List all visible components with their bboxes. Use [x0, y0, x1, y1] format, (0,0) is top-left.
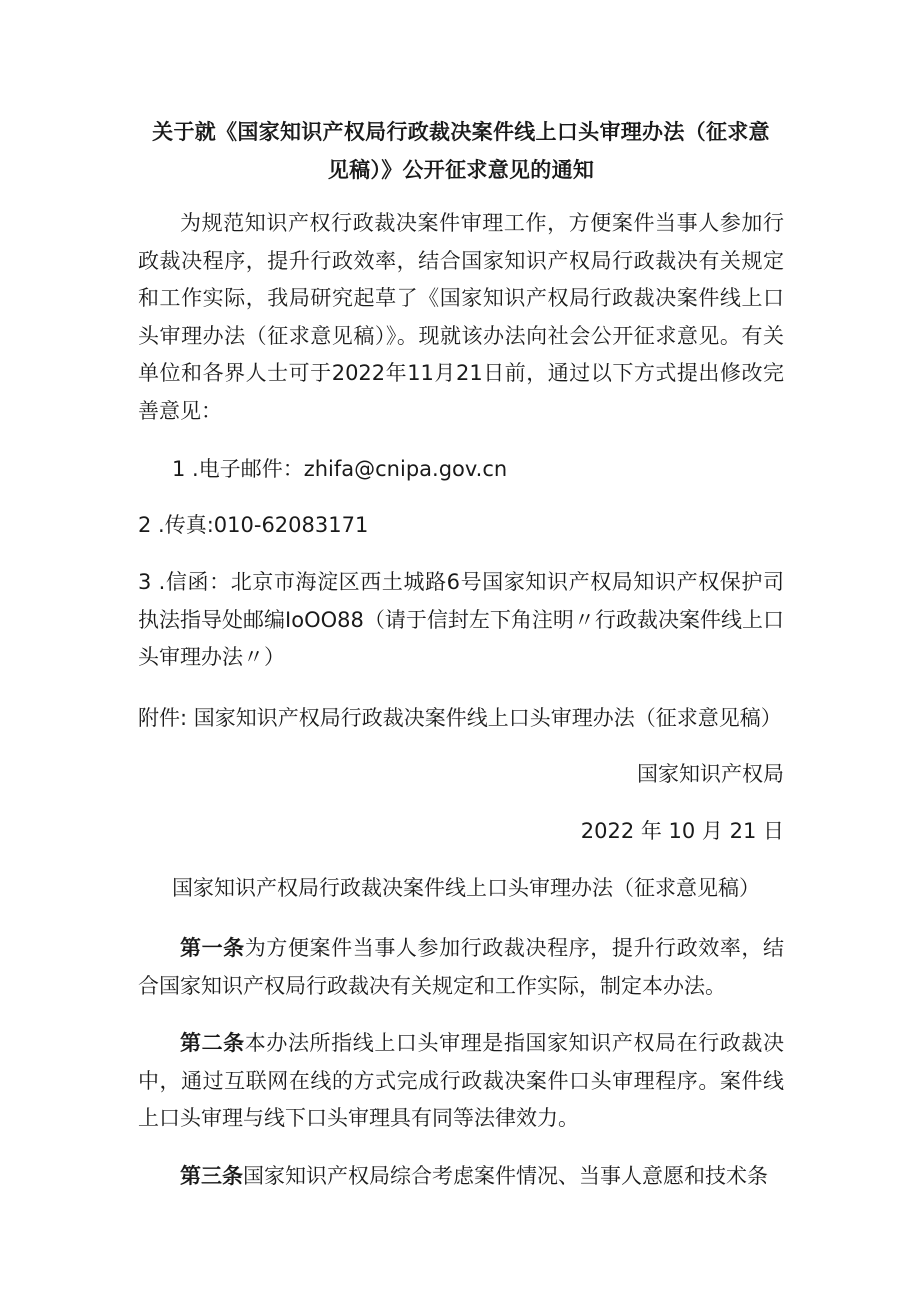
measures-title: 国家知识产权局行政裁决案件线上口头审理办法（征求意见稿） — [172, 876, 760, 900]
notice-intro-paragraph: 为规范知识产权行政裁决案件审理工作，方便案件当事人参加行政裁决程序，提升行政效率，结合国家知识产权局行政裁决有关规定和工作实际，我局研究起草了《国家知识产权局行政裁决案件线上口头审理办法（征求意见稿）》。现就该办法向社会公开征求意见。有关单位和各界人士可于2022年11月21日前，通过以下方式提出修改完善意见： — [138, 211, 784, 423]
contact-email: 1 .电子邮件：zhifa@cnipa.gov.cn — [172, 457, 508, 481]
issuer-signature: 国家知识产权局 — [637, 762, 784, 786]
article-1-text: 为方便案件当事人参加行政裁决程序，提升行政效率，结合国家知识产权局行政裁决有关规定和工作实际，制定本办法。 — [138, 936, 785, 998]
contact-mail: 3 .信函：北京市海淀区西土城路6号国家知识产权局知识产权保护司执法指导处邮编IoOO88（请于信封左下角注明〃行政裁决案件线上口头审理办法〃） — [138, 570, 784, 669]
article-3-label: 第三条 — [180, 1164, 243, 1188]
article-3-text: 国家知识产权局综合考虑案件情况、当事人意愿和技术条 — [243, 1164, 768, 1188]
issue-date: 2022 年 10 月 21 日 — [580, 819, 784, 843]
article-2-text: 本办法所指线上口头审理是指国家知识产权局在行政裁决中，通过互联网在线的方式完成行政裁决案件口头审理程序。案件线上口头审理与线下口头审理具有同等法律效力。 — [138, 1031, 785, 1130]
notice-title-line-1: 关于就《国家知识产权局行政裁决案件线上口头审理办法（征求意 — [152, 120, 770, 144]
article-1-label: 第一条 — [180, 936, 245, 960]
article-1 — [138, 930, 784, 1005]
contact-fax: 2 .传真:010-62083171 — [138, 513, 369, 537]
article-2 — [138, 1025, 784, 1138]
notice-title-line-2: 见稿）》公开征求意见的通知 — [327, 158, 595, 182]
attachment-line: 附件: 国家知识产权局行政裁决案件线上口头审理办法（征求意见稿） — [138, 706, 782, 730]
notice-title — [138, 113, 784, 189]
article-2-label: 第二条 — [180, 1031, 245, 1055]
article-3 — [138, 1158, 784, 1196]
